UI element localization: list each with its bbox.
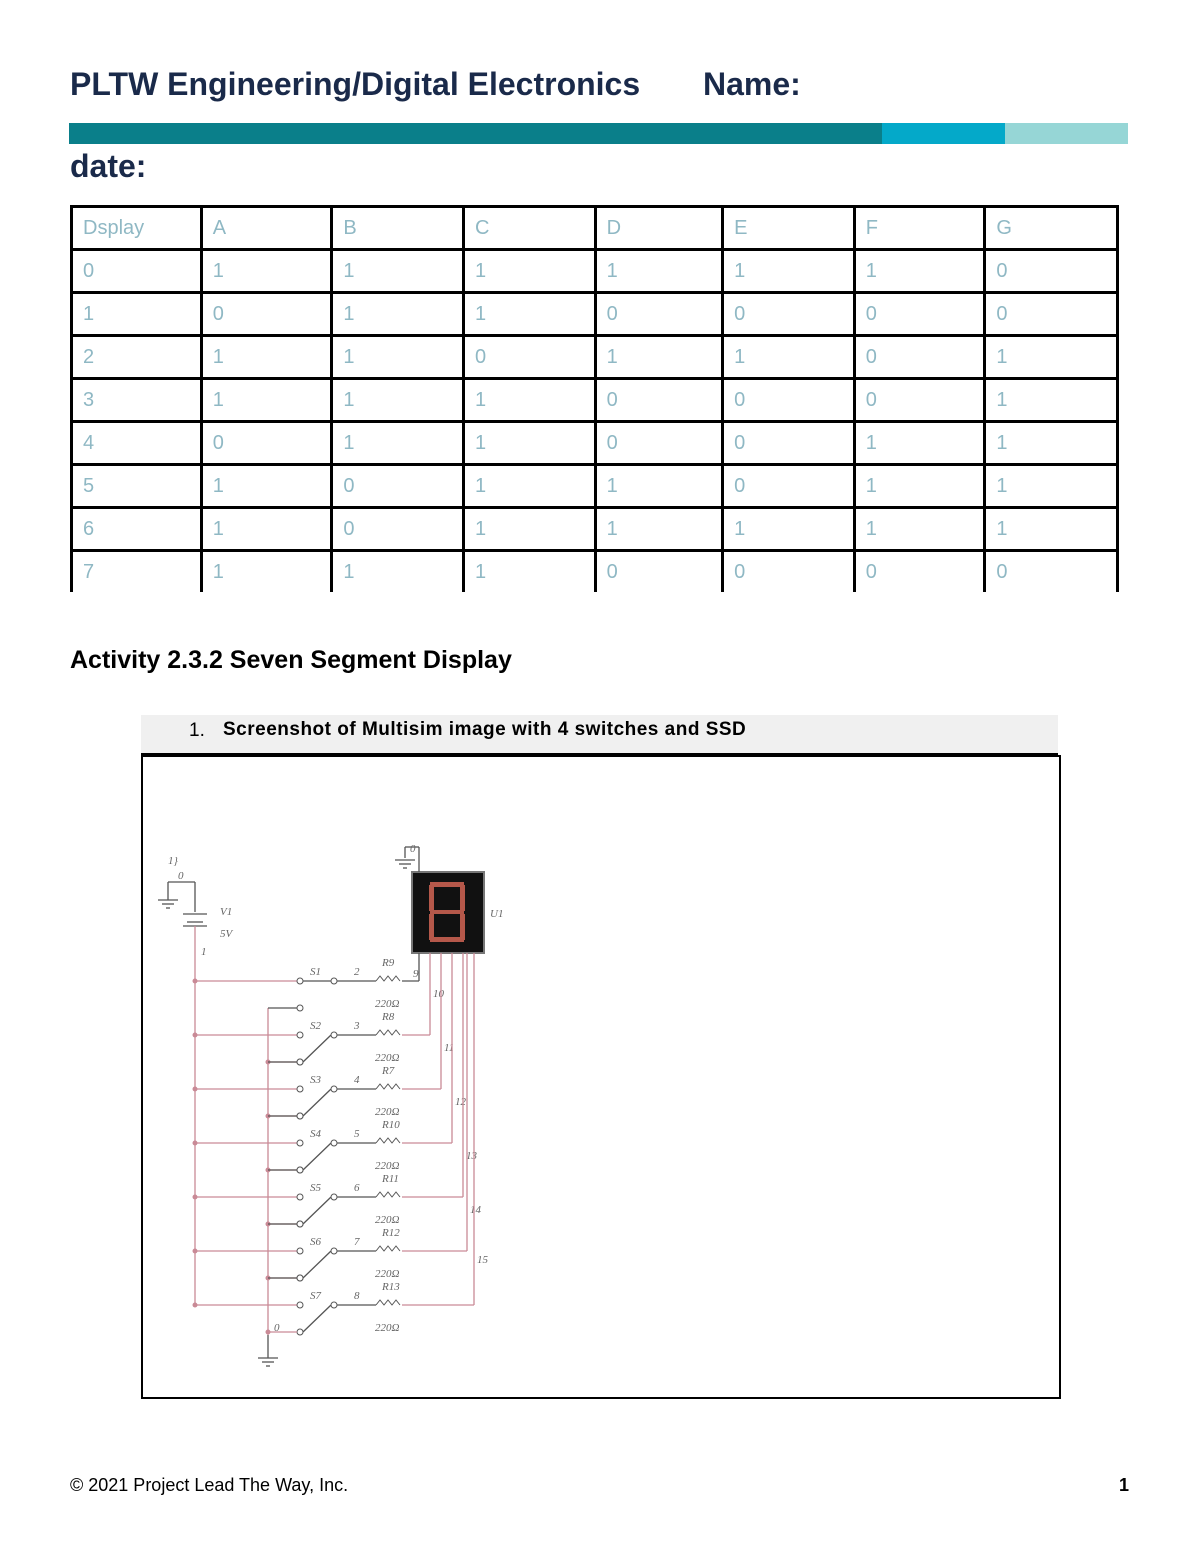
resistor-icon — [376, 1300, 400, 1305]
ssd-segment — [460, 885, 465, 911]
table-cell: 0 — [332, 465, 464, 508]
table-cell: 1 — [985, 465, 1118, 508]
table-row — [72, 250, 1118, 293]
switch-contact — [297, 978, 303, 984]
resistance-label: 220Ω — [375, 1322, 400, 1334]
table-cell: 1 — [72, 293, 202, 336]
table-cell: 0 — [595, 551, 723, 593]
table-cell: 1 — [332, 336, 464, 379]
table-cell: 1 — [201, 551, 332, 593]
question-header — [141, 715, 1058, 755]
table-cell: 1 — [595, 250, 723, 293]
table-cell: 1 — [332, 551, 464, 593]
table-cell: 1 — [595, 465, 723, 508]
node-label: 5 — [354, 1128, 360, 1140]
switch-contact — [297, 1194, 303, 1200]
table-cell: 0 — [595, 422, 723, 465]
resistance-label: 220Ω — [375, 1160, 400, 1172]
page-number: 1 — [1119, 1475, 1130, 1495]
table-row — [72, 422, 1118, 465]
table-row — [72, 465, 1118, 508]
table-row — [72, 508, 1118, 551]
resistor-icon — [376, 1192, 400, 1197]
header-bar-dark — [69, 123, 882, 144]
switch-label: S5 — [310, 1182, 321, 1194]
table-cell: E — [723, 207, 855, 250]
ssd-segment — [429, 885, 434, 911]
table-cell: 0 — [72, 250, 202, 293]
table-cell: 1 — [463, 250, 595, 293]
switch-contact — [331, 1140, 337, 1146]
resistor-label: R12 — [382, 1227, 400, 1239]
switch-contact — [297, 1302, 303, 1308]
copyright: © 2021 Project Lead The Way, Inc. — [70, 1475, 349, 1495]
junction-dot — [193, 1195, 198, 1200]
table-cell: 1 — [463, 293, 595, 336]
source-value: 5V — [220, 928, 233, 940]
table-cell: 0 — [854, 551, 985, 593]
table-cell: 0 — [985, 551, 1118, 593]
table-header-row — [72, 207, 1118, 250]
node-label: 10 — [433, 988, 444, 1000]
table-cell: 0 — [723, 379, 855, 422]
switch-contact — [297, 1005, 303, 1011]
junction-dot — [193, 1087, 198, 1092]
switch-contact — [297, 1329, 303, 1335]
table-cell: 1 — [854, 508, 985, 551]
node-label: 9 — [413, 968, 419, 980]
switch-label: S3 — [310, 1074, 321, 1086]
switch-contact — [297, 1275, 303, 1281]
table-cell: 1 — [201, 379, 332, 422]
question-text: Screenshot of Multisim image with 4 switches and SSD — [223, 719, 747, 740]
resistance-label: 220Ω — [375, 1214, 400, 1226]
table-cell: 1 — [985, 379, 1118, 422]
switch-contact — [331, 1032, 337, 1038]
junction-dot — [193, 1033, 198, 1038]
switch-lever — [303, 1251, 331, 1278]
table-cell: 5 — [72, 465, 202, 508]
node-label: 2 — [354, 966, 360, 978]
switch-contact — [297, 1113, 303, 1119]
ground-label: 1} — [168, 855, 178, 867]
resistor-icon — [376, 976, 400, 981]
ssd-segment — [430, 882, 464, 887]
switch-lever — [303, 1089, 331, 1116]
resistor-label: R11 — [382, 1173, 399, 1185]
resistor-label: R13 — [382, 1281, 400, 1293]
table-cell: 1 — [463, 379, 595, 422]
table-cell: 3 — [72, 379, 202, 422]
ssd-segment — [429, 914, 434, 940]
table-cell: G — [985, 207, 1118, 250]
switch-contact — [297, 1059, 303, 1065]
header-bar-mid — [882, 123, 1005, 144]
table-cell: 0 — [595, 379, 723, 422]
table-cell: 0 — [985, 250, 1118, 293]
junction-dot — [193, 979, 198, 984]
switch-contact — [297, 1032, 303, 1038]
table-cell: 1 — [723, 336, 855, 379]
node-label: 4 — [354, 1074, 360, 1086]
multisim-circuit — [143, 757, 1059, 1397]
switch-contact — [297, 1086, 303, 1092]
junction-dot — [193, 1141, 198, 1146]
node-label: 12 — [455, 1096, 466, 1108]
table-cell: 1 — [985, 422, 1118, 465]
table-cell: B — [332, 207, 464, 250]
table-row — [72, 336, 1118, 379]
table-cell: 1 — [723, 508, 855, 551]
screenshot-box — [141, 755, 1061, 1399]
table-cell: 1 — [854, 250, 985, 293]
table-row — [72, 551, 1118, 593]
activity-title: Activity 2.3.2 Seven Segment Display — [70, 646, 512, 674]
table-cell: 1 — [985, 508, 1118, 551]
node-label: 15 — [477, 1254, 488, 1266]
table-cell: 0 — [332, 508, 464, 551]
table-cell: C — [463, 207, 595, 250]
node-label: 7 — [354, 1236, 360, 1248]
table-cell: 0 — [723, 551, 855, 593]
switch-label: S2 — [310, 1020, 321, 1032]
table-cell: 6 — [72, 508, 202, 551]
table-cell: F — [854, 207, 985, 250]
table-cell: 0 — [595, 293, 723, 336]
resistance-label: 220Ω — [375, 1052, 400, 1064]
table-cell: 1 — [723, 250, 855, 293]
table-cell: 0 — [723, 465, 855, 508]
ssd-segment — [430, 937, 464, 942]
switch-lever — [303, 1197, 331, 1224]
table-cell: 1 — [332, 379, 464, 422]
switch-label: S1 — [310, 966, 321, 978]
table-row — [72, 379, 1118, 422]
name-label: Name: — [703, 66, 801, 102]
table-cell: 0 — [985, 293, 1118, 336]
switch-contact — [331, 1248, 337, 1254]
node-label: 6 — [354, 1182, 360, 1194]
table-cell: 0 — [854, 336, 985, 379]
switch-lever — [303, 1305, 331, 1332]
ssd-name: U1 — [490, 908, 504, 920]
switch-lever — [303, 1035, 331, 1062]
table-cell: D — [595, 207, 723, 250]
switch-label: S4 — [310, 1128, 321, 1140]
doc-title: PLTW Engineering/Digital Electronics — [70, 66, 641, 102]
table-cell: 1 — [595, 336, 723, 379]
node-label: 14 — [470, 1204, 481, 1216]
table-cell: 0 — [854, 293, 985, 336]
resistor-label: R9 — [382, 957, 395, 969]
resistor-icon — [376, 1030, 400, 1035]
switch-contact — [331, 1302, 337, 1308]
junction-dot — [266, 1330, 271, 1335]
table-row — [72, 293, 1118, 336]
ssd-segment — [460, 914, 465, 940]
junction-dot — [193, 1303, 198, 1308]
table-cell: 0 — [201, 293, 332, 336]
node-label: 1 — [201, 946, 207, 958]
node-label: 11 — [444, 1042, 455, 1054]
segment-truth-table — [70, 205, 1119, 592]
table-cell: 1 — [201, 508, 332, 551]
switch-contact — [331, 978, 337, 984]
table-cell: 1 — [595, 508, 723, 551]
date-label: date: — [70, 148, 147, 184]
source-name: V1 — [220, 906, 233, 918]
switch-label: S6 — [310, 1236, 321, 1248]
node-label: 0 — [178, 870, 184, 882]
node-label: 8 — [354, 1290, 360, 1302]
question-number: 1. — [189, 720, 205, 741]
table-cell: 1 — [854, 465, 985, 508]
node-label: 0 — [274, 1322, 280, 1334]
switch-label: S7 — [310, 1290, 321, 1302]
table-cell: 1 — [201, 250, 332, 293]
node-label: 3 — [354, 1020, 360, 1032]
table-cell: 0 — [854, 379, 985, 422]
switch-contact — [297, 1221, 303, 1227]
table-cell: 4 — [72, 422, 202, 465]
resistor-label: R8 — [382, 1011, 395, 1023]
table-cell: 1 — [332, 422, 464, 465]
resistor-label: R10 — [382, 1119, 400, 1131]
junction-dot — [193, 1249, 198, 1254]
table-cell: 1 — [463, 508, 595, 551]
table-cell: Dsplay — [72, 207, 202, 250]
node-label: 0 — [410, 843, 416, 855]
table-cell: 1 — [463, 551, 595, 593]
table-cell: 1 — [463, 465, 595, 508]
table-cell: 7 — [72, 551, 202, 593]
table-cell: 0 — [463, 336, 595, 379]
table-cell: 0 — [201, 422, 332, 465]
resistance-label: 220Ω — [375, 998, 400, 1010]
table-cell: 1 — [332, 250, 464, 293]
table-cell: 1 — [201, 336, 332, 379]
switch-contact — [297, 1140, 303, 1146]
resistance-label: 220Ω — [375, 1106, 400, 1118]
table-cell: 0 — [723, 422, 855, 465]
resistor-label: R7 — [382, 1065, 395, 1077]
resistance-label: 220Ω — [375, 1268, 400, 1280]
header-bar-light — [1005, 123, 1128, 144]
switch-contact — [331, 1194, 337, 1200]
table-cell: 2 — [72, 336, 202, 379]
table-cell: 1 — [332, 293, 464, 336]
table-cell: 1 — [463, 422, 595, 465]
table-cell: A — [201, 207, 332, 250]
switch-contact — [297, 1248, 303, 1254]
switch-contact — [331, 1086, 337, 1092]
resistor-icon — [376, 1084, 400, 1089]
resistor-icon — [376, 1246, 400, 1251]
table-cell: 0 — [723, 293, 855, 336]
table-cell: 1 — [985, 336, 1118, 379]
switch-lever — [303, 1143, 331, 1170]
ssd-segment — [430, 910, 464, 914]
resistor-icon — [376, 1138, 400, 1143]
table-cell: 1 — [854, 422, 985, 465]
table-cell: 1 — [201, 465, 332, 508]
switch-contact — [297, 1167, 303, 1173]
node-label: 13 — [466, 1150, 477, 1162]
